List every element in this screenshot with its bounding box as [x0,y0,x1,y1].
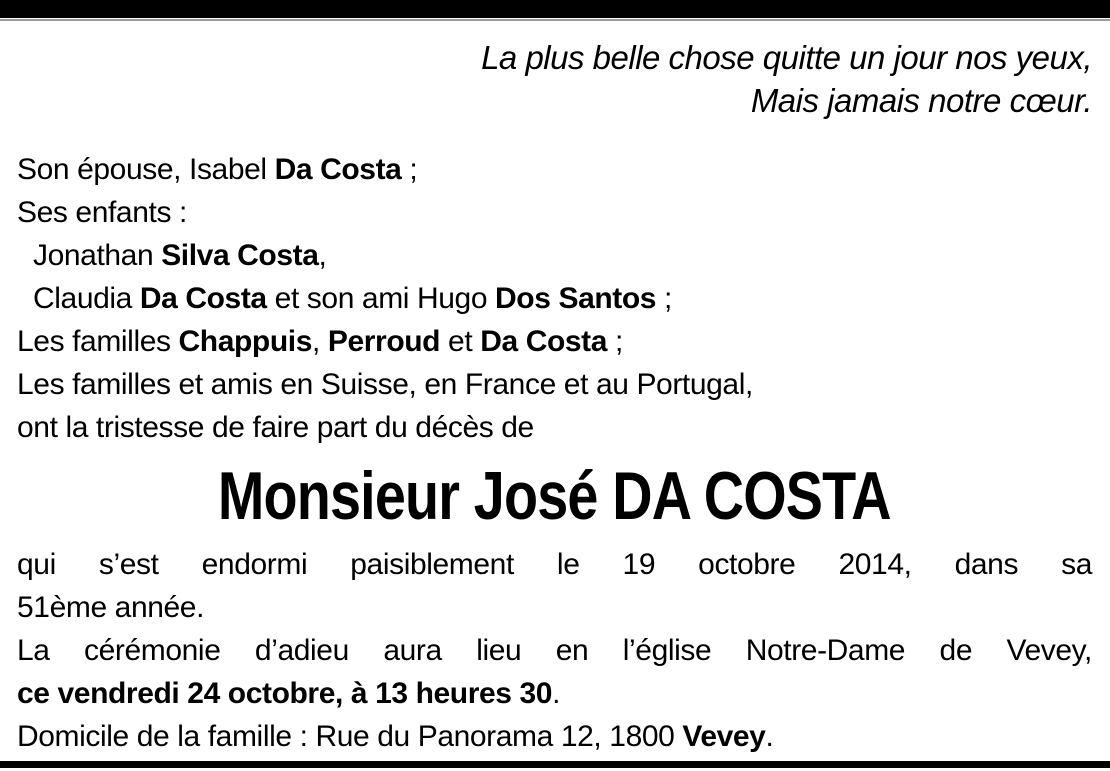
friends-line: Les familles et amis en Suisse, en France et au Portugal, [17,368,753,401]
residence-city: Vevey [682,720,766,753]
residence-line [17,715,1092,758]
ceremony-datetime: ce vendredi 24 octobre, à 13 heures 30 [17,677,553,710]
ceremony-period: . [552,677,561,710]
families-sep-2: et [440,325,481,358]
child2-surname: Da Costa [139,282,267,315]
spouse-surname: Da Costa [274,153,402,186]
child2-prefix: Claudia [33,282,140,315]
epigraph [17,36,1092,122]
ceremony-line-2 [17,672,1092,715]
spouse-prefix: Son épouse, Isabel [17,153,275,186]
ceremony-line-1: La cérémonie d’adieu aura lieu en l’église Notre-Dame de Vevey, [17,634,1092,667]
children-label: Ses enfants : [17,196,187,229]
residence-prefix: Domicile de la famille : Rue du Panorama 12, 1800 [17,720,683,753]
death-line-1: qui s’est endormi paisiblement le 19 octobre 2014, dans sa [17,548,1092,581]
child2-middle: et son ami Hugo [266,282,496,315]
child1-surname: Silva Costa [161,239,319,272]
families-suffix: ; [607,325,623,358]
child1-prefix: Jonathan [33,239,162,272]
notice-content [0,20,1110,758]
spouse-suffix: ; [401,153,418,186]
families-sep-1: , [312,325,328,358]
top-border [0,0,1110,18]
epigraph-line-1: La plus belle chose quitte un jour nos yeux, [481,39,1092,76]
family-name-1: Chappuis [178,325,313,358]
family-name-3: Da Costa [480,325,608,358]
child-line-1 [17,234,1092,277]
bottom-border [0,761,1110,768]
families-line [17,320,1092,363]
ceremony-paragraph [17,629,1092,715]
death-paragraph [17,543,1092,629]
residence-suffix: . [765,720,774,753]
mourners-list [17,148,1092,449]
child-line-2 [17,277,1092,320]
deceased-name-text: Monsieur José DA COSTA [218,458,891,534]
announcement-line: ont la tristesse de faire part du décès de [17,411,534,444]
spouse-line [17,148,1092,191]
child2-suffix: ; [656,282,672,315]
death-line-2: 51ème année. [17,591,205,624]
family-name-2: Perroud [327,325,441,358]
deceased-name [17,449,1092,543]
epigraph-line-2: Mais jamais notre cœur. [750,82,1092,119]
child2-friend-surname: Dos Santos [495,282,657,315]
child1-suffix: , [318,239,327,272]
families-prefix: Les familles [17,325,179,358]
